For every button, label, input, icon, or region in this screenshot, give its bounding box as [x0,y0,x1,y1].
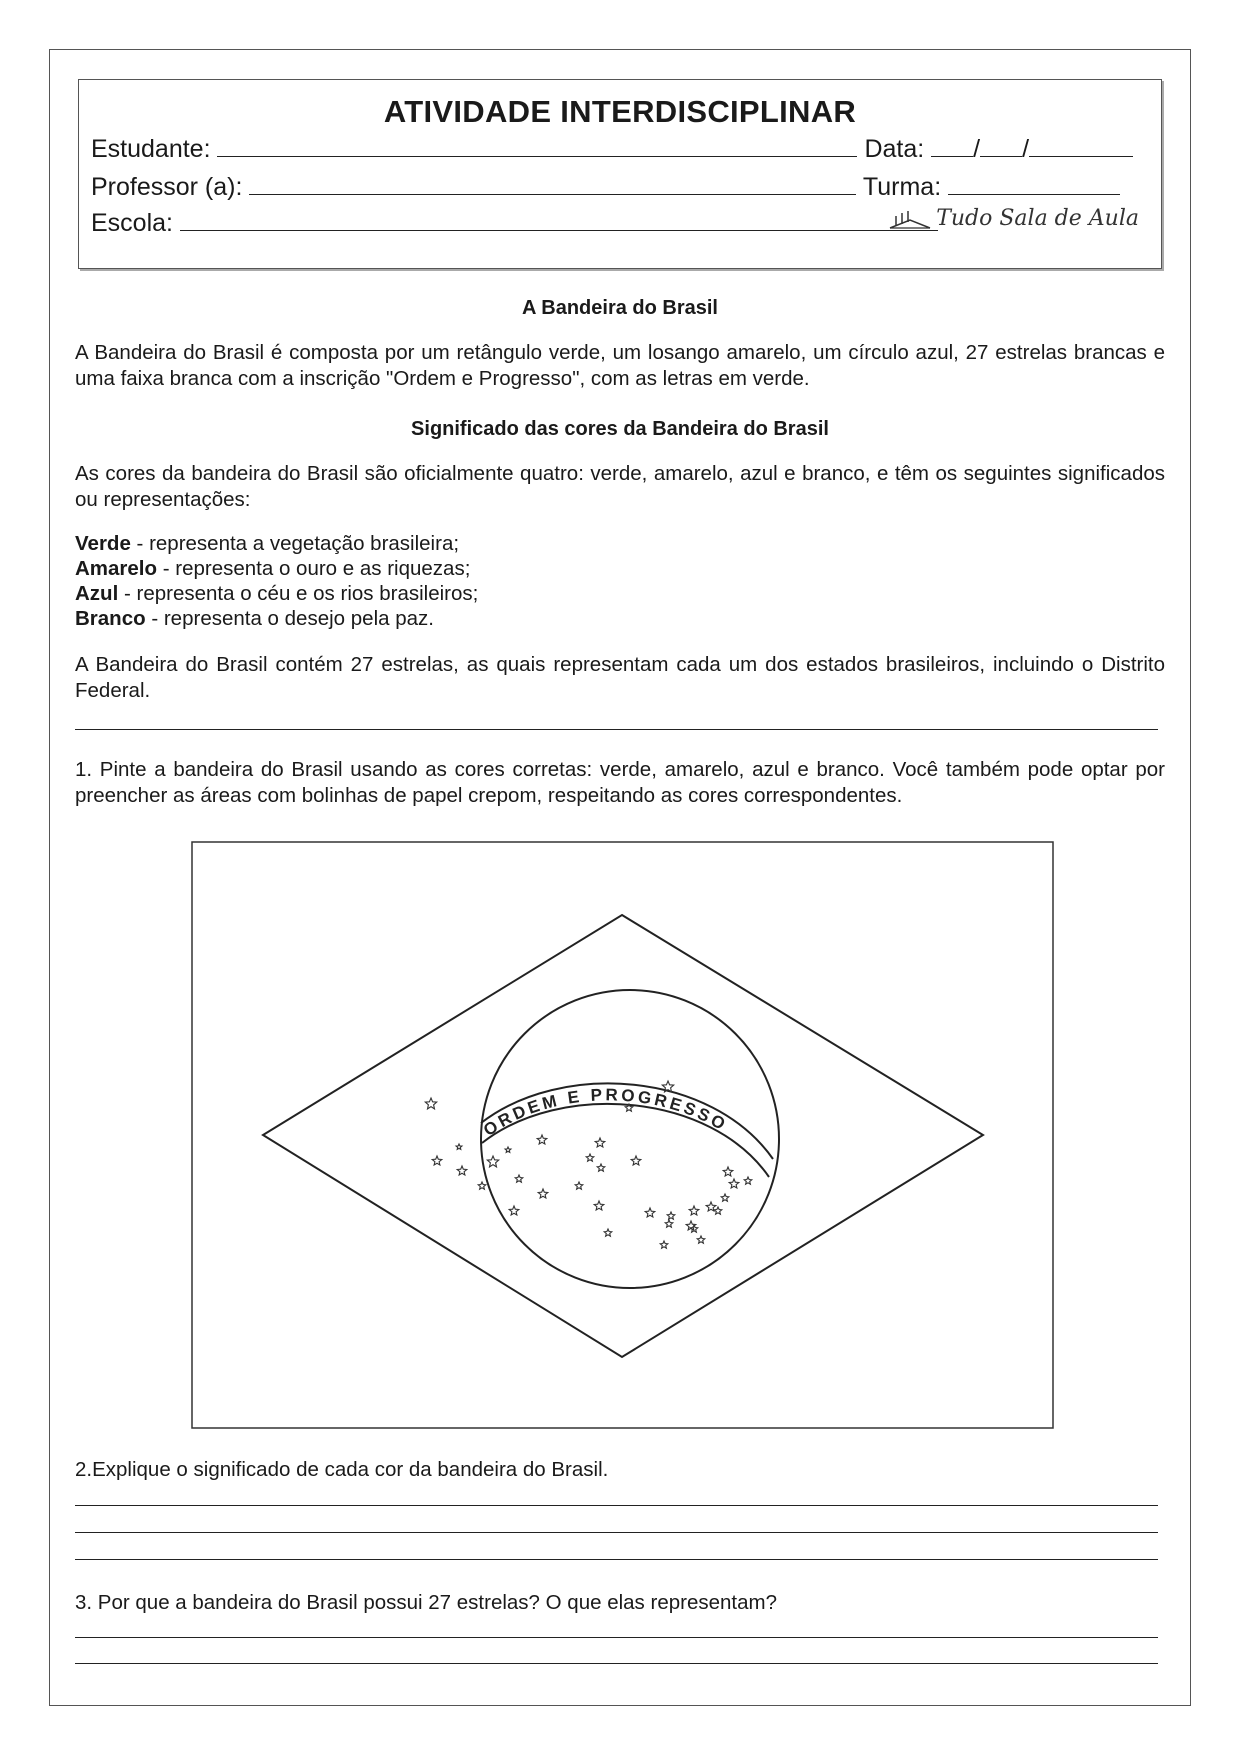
section-title-colors: Significado das cores da Bandeira do Brasil [411,418,829,440]
student-name-line[interactable] [217,134,857,157]
answer-line[interactable] [75,1532,1158,1533]
color-item-branco: Branco - representa o desejo pela paz. [75,607,434,630]
header-box [78,79,1162,269]
question-3: 3. Por que a bandeira do Brasil possui 27 estrelas? O que elas representam? [75,1591,777,1614]
date-separator: / [1022,135,1030,163]
school-row [91,208,938,238]
student-row [91,134,1133,164]
date-month-line[interactable] [980,134,1022,157]
answer-line[interactable] [75,1505,1158,1506]
divider [75,729,1158,730]
book-icon [888,208,932,230]
stars-description: A Bandeira do Brasil contém 27 estrelas, as quais representam cada um dos estados brasileiros, incluindo o Distrito Federal. [75,653,1165,702]
school-line[interactable] [180,208,938,231]
color-item-amarelo: Amarelo - representa o ouro e as riquezas; [75,557,471,580]
answer-line[interactable] [75,1637,1158,1638]
logo [888,206,1139,231]
teacher-label: Professor (a): [91,173,243,201]
class-label: Turma: [862,173,942,201]
class-line[interactable] [948,172,1120,195]
answer-line[interactable] [75,1559,1158,1560]
teacher-row [91,172,1120,202]
worksheet-title: ATIVIDADE INTERDISCIPLINAR [383,94,857,129]
logo-text: Tudo Sala de Aula [936,206,1139,231]
date-label: Data: [864,135,925,163]
flag-description: A Bandeira do Brasil é composta por um retângulo verde, um losango amarelo, um círculo azul, 27 estrelas brancas e uma faixa branca com a inscrição "Ordem e Progresso", com as letras em verde. [75,341,1165,390]
colors-list [75,531,1165,631]
section-title-flag: A Bandeira do Brasil [522,297,718,319]
flag-motto: ORDEM E PROGRESSO [480,1085,732,1140]
question-2: 2.Explique o significado de cada cor da bandeira do Brasil. [75,1458,609,1481]
date-day-line[interactable] [931,134,973,157]
answer-line[interactable] [75,1663,1158,1664]
date-separator: / [973,135,981,163]
flag-outline[interactable] [191,841,1054,1429]
color-item-azul: Azul - representa o céu e os rios brasileiros; [75,582,479,605]
color-item-verde: Verde - representa a vegetação brasileira; [75,532,460,555]
teacher-name-line[interactable] [249,172,856,195]
school-label: Escola: [91,209,173,237]
colors-intro: As cores da bandeira do Brasil são oficialmente quatro: verde, amarelo, azul e branco, e têm os seguintes significados ou representações: [75,462,1165,511]
question-1: 1. Pinte a bandeira do Brasil usando as cores corretas: verde, amarelo, azul e branco. Você também pode optar por preencher as áreas com bolinhas de papel crepom, respeitando as cores correspondentes. [75,758,1165,807]
flag-circle[interactable] [481,990,779,1288]
student-label: Estudante: [91,135,211,163]
date-year-line[interactable] [1029,134,1133,157]
